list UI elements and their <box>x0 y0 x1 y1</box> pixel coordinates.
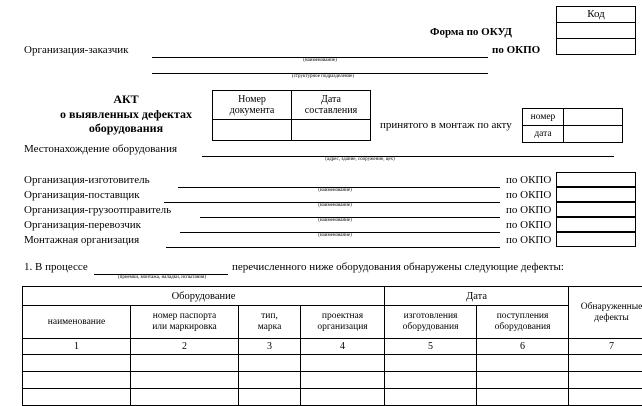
cell[interactable] <box>301 355 385 372</box>
group-header-equipment: Оборудование <box>23 287 385 306</box>
location-label: Местонахождение оборудования <box>24 143 178 155</box>
process-suffix: перечисленного ниже оборудования обнаружены следующие дефекты: <box>232 261 564 273</box>
col-num-7: 7 <box>569 339 642 355</box>
location-caption: (адрес, здание, сооружение, цех) <box>325 157 395 162</box>
col-5-line1: поступления <box>496 311 549 321</box>
org-okpo-box-2[interactable] <box>556 202 636 217</box>
act-title-line2: о выявленных дефектах <box>59 107 193 121</box>
col-1-line1: номер паспорта <box>152 311 217 321</box>
column-header-arrival-date <box>477 306 569 339</box>
org-okpo-3: по ОКПО <box>506 219 552 231</box>
col-2-line2: марка <box>257 322 282 332</box>
org-okpo-1: по ОКПО <box>506 189 552 201</box>
cell[interactable] <box>385 355 477 372</box>
cell[interactable] <box>569 372 642 389</box>
col-num-4: 4 <box>301 339 385 355</box>
org-okpo-0: по ОКПО <box>506 174 552 186</box>
doc-table <box>212 90 371 141</box>
cell[interactable] <box>477 389 569 406</box>
cell[interactable] <box>131 372 239 389</box>
doc-number-value[interactable] <box>213 120 292 141</box>
cell[interactable] <box>569 355 642 372</box>
column-header-type <box>239 306 301 339</box>
org-caption-1: (наименование) <box>318 188 352 193</box>
doc-date-value[interactable] <box>292 120 371 141</box>
okud-label: Форма по ОКУД <box>430 26 512 38</box>
accepted-nomer-value[interactable] <box>564 109 623 126</box>
col-3-line1: проектная <box>321 311 364 321</box>
doc-col-number-line1: Номер <box>238 94 266 105</box>
doc-col-number-line2: документа <box>229 105 275 116</box>
accepted-nomer-label: номер <box>523 109 564 126</box>
process-prefix: 1. В процессе <box>24 261 88 273</box>
column-header-name <box>23 306 131 339</box>
org-okpo-box-4[interactable] <box>556 232 636 247</box>
col-0-line1: наименование <box>47 316 106 327</box>
col-3-line2: организация <box>317 322 368 332</box>
column-header-project-org <box>301 306 385 339</box>
okpo-label-top: по ОКПО <box>492 44 541 56</box>
defects-header-line1: Обнаруженные <box>580 301 642 312</box>
cell[interactable] <box>23 355 131 372</box>
doc-col-date-line1: Дата <box>321 94 341 105</box>
group-header-date: Дата <box>385 287 569 306</box>
cell[interactable] <box>301 372 385 389</box>
org-caption-2: (наименование) <box>318 203 352 208</box>
table-row[interactable] <box>23 355 642 372</box>
kod-header-cell: Код <box>556 6 636 23</box>
org-label-1: Организация-поставщик <box>24 189 140 201</box>
table-row[interactable] <box>23 372 642 389</box>
table-row-numbers <box>23 339 642 355</box>
table-row[interactable] <box>23 389 642 406</box>
doc-col-number-header <box>213 91 292 120</box>
col-num-2: 2 <box>131 339 239 355</box>
defects-table <box>22 286 642 406</box>
col-4-line1: изготовления <box>403 311 458 321</box>
org-okpo-box-1[interactable] <box>556 187 636 202</box>
col-2-line1: тип, <box>261 311 278 321</box>
org-field-4[interactable] <box>166 247 500 248</box>
org-okpo-box-0[interactable] <box>556 172 636 187</box>
cell[interactable] <box>23 389 131 406</box>
nd-table <box>522 108 623 143</box>
cell[interactable] <box>569 389 642 406</box>
act-title-line3: оборудования <box>88 121 164 135</box>
cell[interactable] <box>385 372 477 389</box>
process-caption: (приемки, монтажа, наладки, испытания) <box>118 275 206 280</box>
accepted-data-value[interactable] <box>564 126 623 143</box>
cell[interactable] <box>301 389 385 406</box>
org-okpo-4: по ОКПО <box>506 234 552 246</box>
doc-col-date-header <box>292 91 371 120</box>
org-customer-label: Организация-заказчик <box>24 44 129 56</box>
document-number-date-table <box>212 90 371 141</box>
col-num-1: 1 <box>23 339 131 355</box>
accepted-data-label: дата <box>523 126 564 143</box>
org-okpo-box-3[interactable] <box>556 217 636 232</box>
org-caption-4: (наименование) <box>318 233 352 238</box>
org-label-0: Организация-изготовитель <box>24 174 150 186</box>
cell[interactable] <box>239 372 301 389</box>
cell[interactable] <box>477 372 569 389</box>
col-num-3: 3 <box>239 339 301 355</box>
cell[interactable] <box>239 389 301 406</box>
org-okpo-2: по ОКПО <box>506 204 552 216</box>
column-header-defects <box>569 287 642 339</box>
defects-header-line2: дефекты <box>594 312 629 323</box>
doc-col-date-line2: составления <box>304 105 358 116</box>
col-num-5: 5 <box>385 339 477 355</box>
defects-table-wrapper <box>22 286 642 406</box>
org-label-2: Организация-грузоотправитель <box>24 204 172 216</box>
cell[interactable] <box>131 355 239 372</box>
kod-column <box>556 6 636 55</box>
kod-cell-okpo[interactable] <box>556 39 636 55</box>
kod-cell-okud[interactable] <box>556 23 636 39</box>
cell[interactable] <box>477 355 569 372</box>
col-1-line2: или маркировка <box>152 322 217 332</box>
accepted-nomer-data-table <box>522 108 623 143</box>
col-5-line2: оборудования <box>494 322 551 332</box>
org-label-4: Монтажная организация <box>24 234 140 246</box>
cell[interactable] <box>239 355 301 372</box>
caption-subdivision: (структурное подразделение) <box>291 74 355 79</box>
col-4-line2: оборудования <box>402 322 459 332</box>
cell[interactable] <box>131 389 239 406</box>
column-header-passport <box>131 306 239 339</box>
org-label-3: Организация-перевозчик <box>24 219 141 231</box>
column-header-manufacture-date <box>385 306 477 339</box>
cell[interactable] <box>385 389 477 406</box>
col-num-6: 6 <box>477 339 569 355</box>
cell[interactable] <box>23 372 131 389</box>
caption-naimenovanie-top: (наименование) <box>303 58 337 63</box>
org-caption-3: (наименование) <box>318 218 352 223</box>
act-title-line1: АКТ <box>113 92 139 106</box>
accepted-label: принятого в монтаж по акту <box>380 119 512 131</box>
